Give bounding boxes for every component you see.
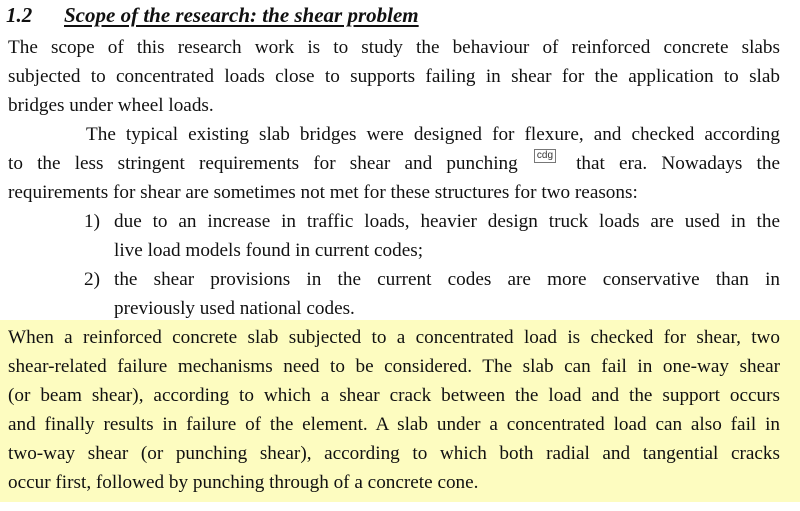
highlighted-paragraph-line: occur first, followed by punching through of a concrete cone. — [8, 472, 479, 493]
list-item-number: 1) — [84, 211, 100, 232]
section-heading — [6, 3, 419, 27]
section-title: Scope of the research: the shear problem — [64, 3, 419, 27]
paragraph2-line: The typical existing slab bridges were designed for flexure, and checked according — [86, 124, 780, 145]
highlighted-paragraph-line: When a reinforced concrete slab subjected to a concentrated load is checked for shear, two — [8, 327, 780, 348]
list-item-line: due to an increase in traffic loads, heavier design truck loads are used in the — [114, 211, 780, 232]
comment-marker[interactable] — [532, 149, 562, 171]
paragraph2-line: requirements for shear are sometimes not met for these structures for two reasons: — [8, 182, 638, 203]
paragraph2-line — [8, 149, 780, 178]
list-item-line: live load models found in current codes; — [114, 240, 424, 261]
highlighted-paragraph-line: and finally results in failure of the element. A slab under a concentrated load can also fail in — [8, 414, 780, 435]
paragraph1-line: bridges under wheel loads. — [8, 95, 214, 116]
comment-marker-label: cdg — [534, 149, 556, 163]
highlighted-paragraph-line: shear-related failure mechanisms need to be considered. The slab can fail in one-way shear — [8, 356, 780, 377]
list-item-line: previously used national codes. — [114, 298, 355, 319]
highlighted-paragraph-line: two-way shear (or punching shear), according to which both radial and tangential cracks — [8, 443, 780, 464]
paragraph1-line: The scope of this research work is to study the behaviour of reinforced concrete slabs — [8, 37, 780, 58]
section-number: 1.2 — [6, 3, 33, 27]
paragraph2-line2-start: to the less stringent requirements for shear and punching — [8, 153, 518, 174]
paragraph2-line2-end: that era. Nowadays the — [576, 153, 780, 174]
paragraph1-line: subjected to concentrated loads close to supports failing in shear for the application to slab — [8, 66, 780, 87]
list-item-line: the shear provisions in the current codes are more conservative than in — [114, 269, 780, 290]
list-item-number: 2) — [84, 269, 100, 290]
highlighted-paragraph-line: (or beam shear), according to which a shear crack between the load and the support occurs — [8, 385, 780, 406]
